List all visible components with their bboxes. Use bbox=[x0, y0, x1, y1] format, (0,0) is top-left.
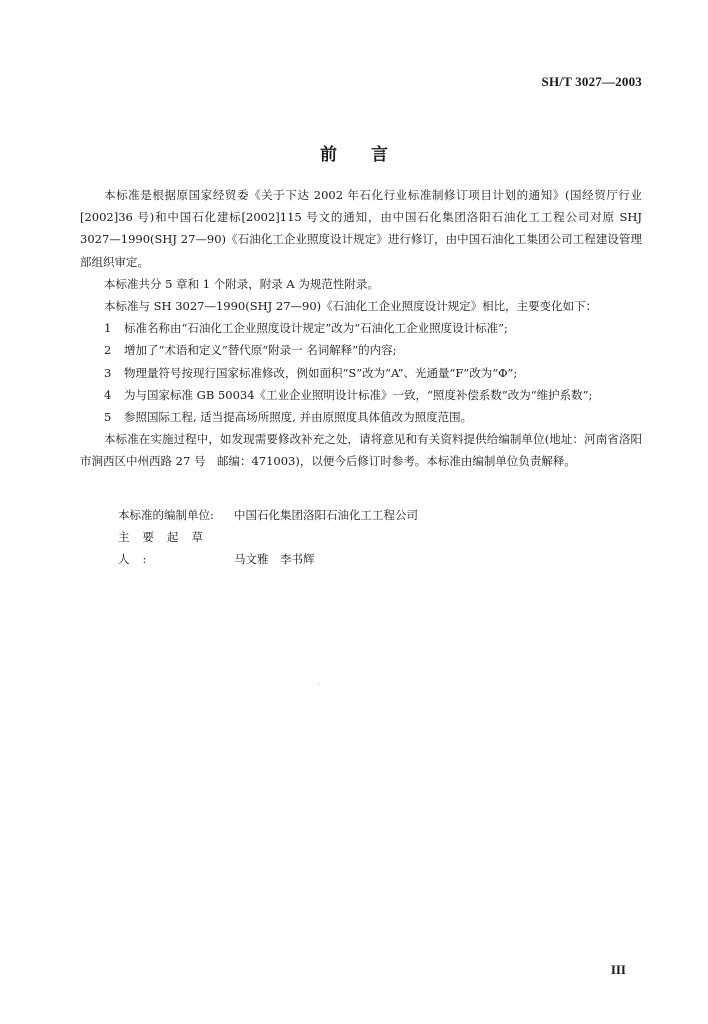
list-item-number: 3 bbox=[104, 365, 112, 380]
paragraph-origin: 本标准是根据原国家经贸委《关于下达 2002 年石化行业标准制修订项目计划的通知》(国经贸厅行业[2002]36 号)和中国石化建标[2002]115 号文的通知，由中国石化集团洛阳石油化工工程公司对原 SHJ 3027—1990(SHJ 27—90)《石油化工企业照度设计规定》进行修订，由中国石油化工集团公司工程建设管理部组织审定。 bbox=[80, 188, 642, 269]
list-item-text: 参照国际工程, 适当提高场所照度, 并由原照度具体值改为照度范围。 bbox=[124, 410, 473, 425]
drafters-label: 主要起草人: bbox=[118, 530, 216, 567]
drafting-unit-value: 中国石化集团洛阳石油化工工程公司 bbox=[234, 508, 418, 522]
drafters-row bbox=[118, 526, 418, 570]
paragraph-feedback: 本标准在实施过程中，如发现需要修改补充之处，请将意见和有关资料提供给编制单位(地址：河南省洛阳市涧西区中州西路 27 号 邮编：471003)，以便今后修订时参考。本标准由编制单位负责解释。 bbox=[80, 432, 642, 469]
preface-body bbox=[80, 184, 642, 473]
list-item bbox=[80, 406, 642, 428]
list-item-text: 物理量符号按现行国家标准修改，例如面积“S”改为“A”、光通量“F”改为“Φ”; bbox=[124, 365, 518, 380]
scan-speck bbox=[318, 683, 319, 684]
signoff-block bbox=[118, 504, 418, 571]
drafters-value: 马文雅 李书辉 bbox=[234, 552, 315, 567]
paragraph-changes-intro: 本标准与 SH 3027—1990(SHJ 27—90)《石油化工企业照度设计规定》相比，主要变化如下： bbox=[104, 299, 598, 314]
paragraph-structure: 本标准共分 5 章和 1 个附录，附录 A 为规范性附录。 bbox=[104, 276, 379, 291]
list-item-number: 2 bbox=[104, 343, 112, 358]
page-title: 前言 bbox=[320, 145, 422, 165]
list-item-number: 5 bbox=[104, 410, 112, 425]
list-item bbox=[80, 317, 642, 339]
drafting-unit-label: 本标准的编制单位: bbox=[118, 508, 214, 522]
changes-list bbox=[80, 317, 642, 428]
list-item bbox=[80, 384, 642, 406]
page-number: III bbox=[610, 962, 626, 977]
list-item-text: 标准名称由“石油化工企业照度设计规定”改为“石油化工企业照度设计标准”; bbox=[124, 321, 508, 336]
standard-code: SH/T 3027—2003 bbox=[541, 74, 642, 89]
list-item-number: 4 bbox=[104, 387, 112, 402]
list-item-number: 1 bbox=[104, 321, 112, 336]
list-item bbox=[80, 339, 642, 361]
drafting-unit-row bbox=[118, 504, 418, 526]
list-item bbox=[80, 362, 642, 384]
list-item-text: 为与国家标准 GB 50034《工业企业照明设计标准》一致，“照度补偿系数”改为“维护系数”; bbox=[124, 387, 593, 402]
list-item-text: 增加了“术语和定义”替代原“附录一 名词解释”的内容; bbox=[124, 343, 397, 358]
